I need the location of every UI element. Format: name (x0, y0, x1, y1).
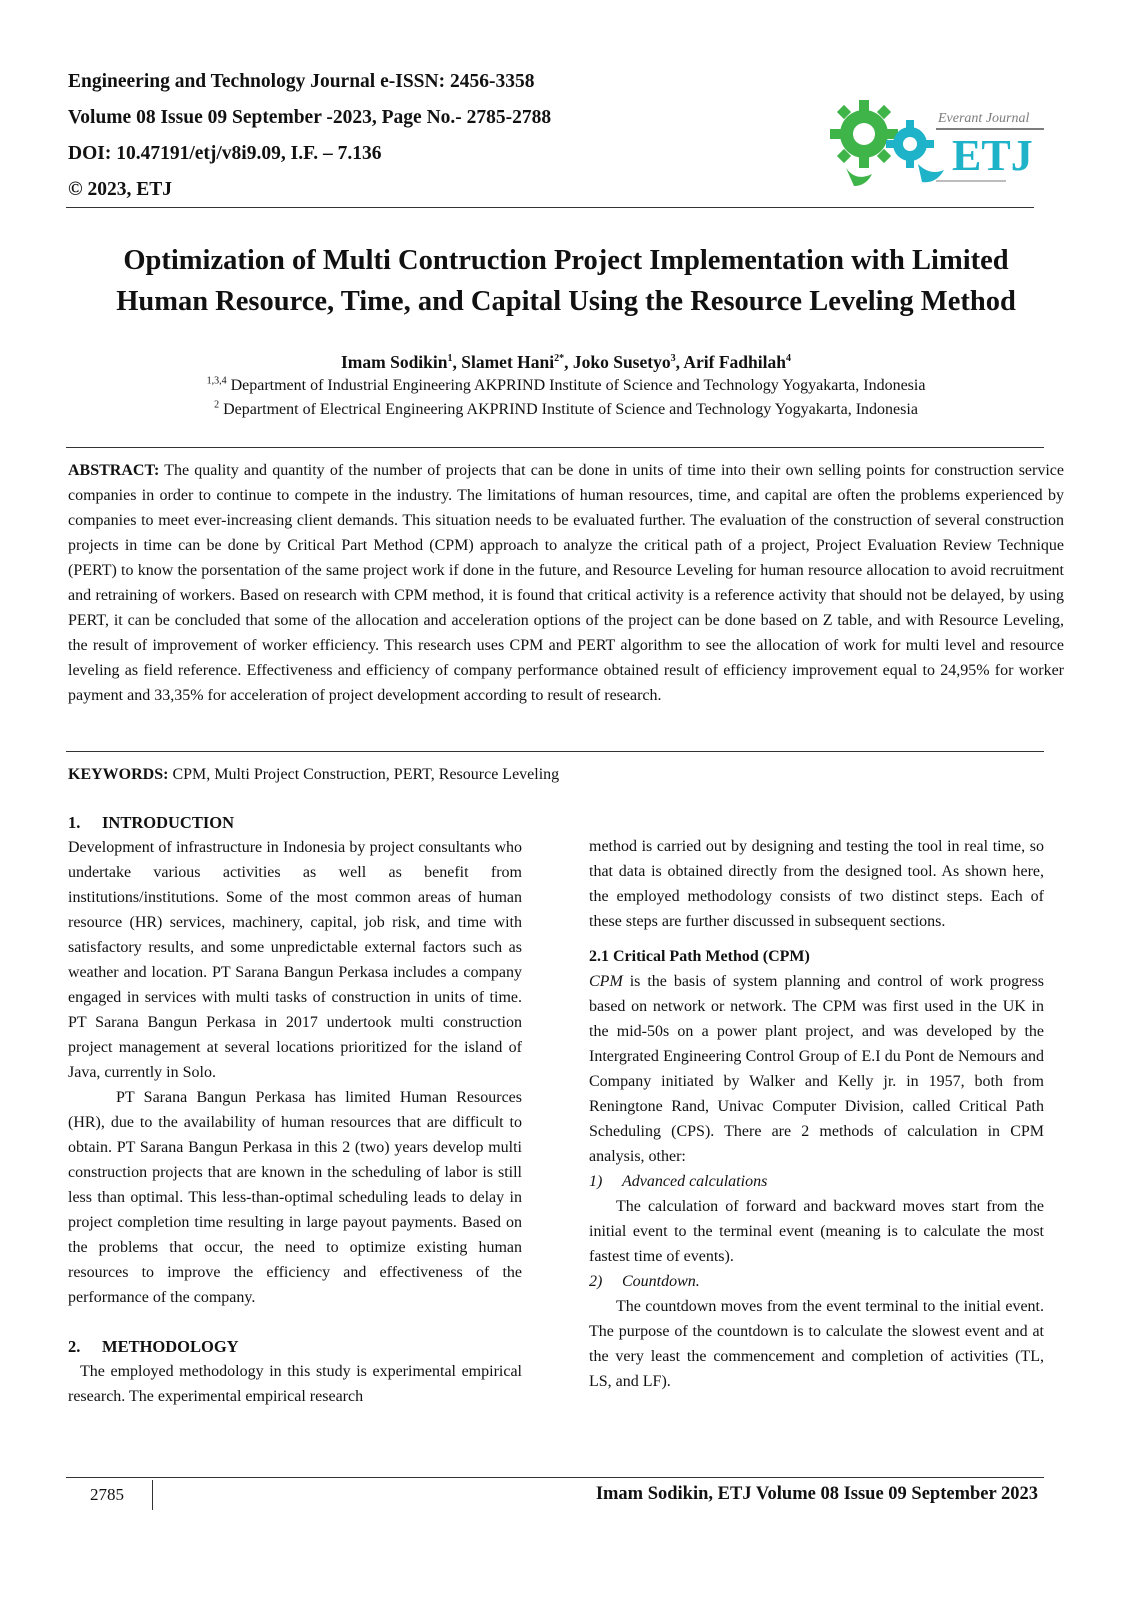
abstract-top-rule (66, 447, 1044, 448)
title-line-2: Human Resource, Time, and Capital Using the Resource Leveling Method (116, 286, 1016, 317)
journal-issn: Engineering and Technology Journal e-ISSN: 2456-3358 (68, 71, 535, 92)
logo-letters: ETJ (952, 131, 1033, 180)
abstract (68, 458, 1064, 708)
footer-rule (66, 1477, 1044, 1478)
etj-logo (826, 90, 1046, 200)
running-footer: Imam Sodikin, ETJ Volume 08 Issue 09 September 2023 (595, 1484, 1038, 1504)
journal-doi: DOI: 10.47191/etj/v8i9.09, I.F. – 7.136 (68, 143, 382, 164)
author-name: Arif Fadhilah (683, 352, 786, 372)
journal-header (68, 64, 688, 208)
abstract-bottom-rule (66, 751, 1044, 752)
section-heading-introduction: 1. INTRODUCTION (68, 813, 235, 832)
subsection-heading-cpm: 2.1 Critical Path Method (CPM) (589, 948, 810, 965)
footer-divider (152, 1480, 153, 1510)
journal-volume: Volume 08 Issue 09 September -2023, Page No.- 2785-2788 (68, 107, 552, 128)
methodology-paragraph: The employed methodology in this study is experimental empirical research. The experimental empirical research (68, 1363, 522, 1405)
list-item-2-text: The countdown moves from the event terminal to the initial event. The purpose of the countdown is to calculate the slowest event and at the very least the commencement and completion of activities (TL, LS, and LF). (589, 1298, 1044, 1390)
intro-paragraph-2: PT Sarana Bangun Perkasa has limited Human Resources (HR), due to the availability of human resources that are difficult to obtain. PT Sarana Bangun Perkasa in this 2 (two) years develop multi construction projects that are known in the scheduling of labor is still less than optimal. This less-than-optimal scheduling leads to delay in project completion time resulting in large payout payments. Based on the problems that occur, the need to optimize existing human resources to improve the efficiency and effectiveness of the performance of the company. (68, 1089, 522, 1306)
page-number: 2785 (90, 1485, 124, 1504)
abstract-text: The quality and quantity of the number of projects that can be done in units of time into their own selling points for construction service companies in order to continue to compete in the industry. The limitations of human resources, time, and capital are often the problems experienced by companies to meet ever-increasing client demands. This situation needs to be evaluated further. The evaluation of the construction of several construction projects in time can be done by Critical Part Method (CPM) approach to analyze the critical path of a project, Project Evaluation Review Technique (PERT) to know the porsentation of the same project work if done in the future, and Resource Leveling for human resource allocation to avoid recruitment and retraining of workers. Based on research with CPM method, it is found that critical activity is a reference activity that should not be delayed, by using PERT, it can be concluded that some of the allocation and acceleration options of the project can be done based on Z table, and with Resource Leveling, the result of improvement of worker efficiency. This research uses CPM and PERT algorithm to see the allocation of work for multi level and resource leveling as field reference. Effectiveness and efficiency of company performance obtained result of efficiency improvement equal to 24,95% for worker payment and 33,35% for acceleration of project development according to result of research. (68, 462, 1064, 704)
logo-top-text: Everant Journal (938, 111, 1030, 126)
author-name: Imam Sodikin (341, 352, 448, 372)
author-sup: 4 (785, 353, 791, 365)
list-item-2-label: 2) Countdown. (589, 1273, 700, 1290)
author-sup: 2* (554, 353, 565, 365)
list-item-1-label: 1) Advanced calculations (589, 1173, 768, 1190)
left-column (68, 810, 522, 1409)
list-item-1-text: The calculation of forward and backward moves start from the initial event to the terminal event (meaning is to calculate the most fastest time of events). (589, 1198, 1044, 1265)
journal-copyright: © 2023, ETJ (68, 179, 172, 200)
abstract-label: ABSTRACT: (68, 462, 160, 479)
header-rule (66, 207, 1034, 208)
keywords-text: CPM, Multi Project Construction, PERT, Resource Leveling (168, 766, 560, 783)
etj-logo-graphic (826, 90, 1046, 200)
intro-paragraph-1: Development of infrastructure in Indonesia by project consultants who undertake various activities as well as benefit from institutions/institutions. Some of the most common areas of human resource (HR) services, machinery, capital, job risk, and time with satisfactory results, and some unpredictable external factors such as weather and location. PT Sarana Bangun Perkasa includes a company engaged in services with multi tasks of construction in units of time. PT Sarana Bangun Perkasa in 2017 undertook multi construction project management at several locations prioritized for the island of Java, currently in Solo. (68, 839, 522, 1081)
keywords (68, 763, 1064, 787)
right-column (589, 834, 1044, 1394)
author-list: Imam Sodikin$^1$, Slamet Hani$^{2*}$, Joko Susetyo$^3$, Arif Fadhilah$^4$ (341, 352, 791, 372)
author-sup: 3 (670, 353, 676, 365)
author-name: Slamet Hani (461, 352, 555, 372)
paper-title (40, 240, 1092, 322)
affiliation-1: $^{1,3,4}$ Department of Industrial Engineering AKPRIND Institute of Science and Technology Yogyakarta, Indonesia (206, 375, 926, 394)
affiliation-2: $^2$ Department of Electrical Engineering AKPRIND Institute of Science and Technology Yogyakarta, Indonesia (214, 399, 918, 418)
author-sup: 1 (447, 353, 453, 365)
section-heading-methodology: 2. METHODOLOGY (68, 1337, 239, 1356)
title-line-1: Optimization of Multi Contruction Project Implementation with Limited (123, 245, 1009, 276)
author-name: Joko Susetyo (572, 352, 671, 372)
methodology-continued: method is carried out by designing and testing the tool in real time, so that data is obtained directly from the designed tool. As shown here, the employed methodology consists of two distinct steps. Each of these steps are further discussed in subsequent sections. (589, 838, 1044, 930)
keywords-label: KEYWORDS: (68, 766, 169, 783)
cpm-paragraph: CPM is the basis of system planning and control of work progress based on network or network. The CPM was first used in the UK in the mid-50s on a power plant project, and was developed by the Intergrated Engineering Control Group of E.I du Pont de Nemours and Company initiated by Walker and Kelly jr. in 1957, both from Reningtone Rand, Univac Computer Division, called Critical Path Scheduling (CPS). There are 2 methods of calculation in CPM analysis, other: (589, 973, 1044, 1165)
